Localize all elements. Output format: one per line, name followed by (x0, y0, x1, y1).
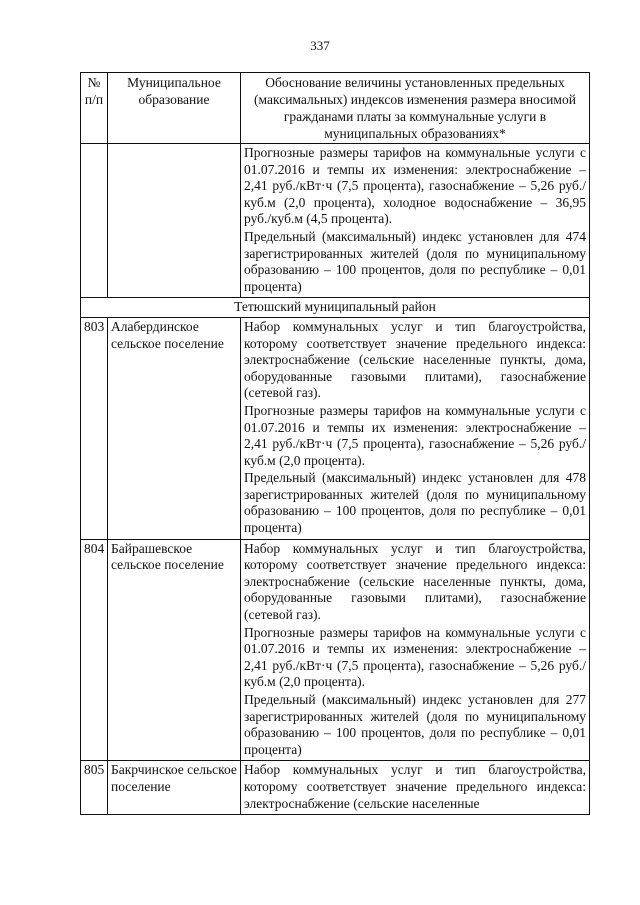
section-title: Тетюшский муниципальный район (81, 298, 590, 318)
cell-description (241, 317, 590, 539)
cell-municipality: Алабердинское сельское поселение (108, 317, 241, 539)
cell-description (241, 539, 590, 761)
table-row (81, 761, 590, 815)
cell-municipality: Бакрчинское сельское поселение (108, 761, 241, 815)
section-row (81, 298, 590, 318)
cell-description (241, 761, 590, 815)
cell-description (241, 144, 590, 298)
paragraph: Предельный (максимальный) индекс установлен для 474 зарегистрированных жителей (доля по муниципальному образованию – 100 процентов, доля по республике – 0,01 процента) (244, 228, 586, 294)
table-row (81, 317, 590, 539)
cell-num: 805 (81, 761, 108, 815)
header-municipality: Муниципальное образование (108, 73, 241, 144)
cell-municipality: Байрашевское сельское поселение (108, 539, 241, 761)
paragraph: Набор коммунальных услуг и тип благоустройства, которому соответствует значение предельного индекса: электроснабжение (сельские населенные пункты, дома, оборудованные газовыми плитами), газоснабжение (сетевой газ). (244, 318, 586, 401)
tariff-table (80, 72, 590, 815)
paragraph: Набор коммунальных услуг и тип благоустройства, которому соответствует значение предельного индекса: электроснабжение (сельские населенные (244, 762, 586, 811)
table-row (81, 539, 590, 761)
cell-municipality (108, 144, 241, 298)
header-num: № п/п (81, 73, 108, 144)
table-row-continuation (81, 144, 590, 298)
paragraph: Прогнозные размеры тарифов на коммунальные услуги с 01.07.2016 и темпы их изменения: электроснабжение – 2,41 руб./кВт·ч (7,5 процента), газоснабжение – 5,26 руб./куб.м (2,0 процента). (244, 402, 586, 468)
paragraph: Предельный (максимальный) индекс установлен для 478 зарегистрированных жителей (доля по муниципальному образованию – 100 процентов, доля по республике – 0,01 процента) (244, 470, 586, 536)
cell-num (81, 144, 108, 298)
cell-num: 804 (81, 539, 108, 761)
paragraph: Набор коммунальных услуг и тип благоустройства, которому соответствует значение предельного индекса: электроснабжение (сельские населенные пункты, дома, оборудованные газовыми плитами), газоснабжение (сетевой газ). (244, 540, 586, 623)
page-number: 337 (310, 38, 330, 53)
paragraph: Предельный (максимальный) индекс установлен для 277 зарегистрированных жителей (доля по муниципальному образованию – 100 процентов, доля по республике – 0,01 процента) (244, 692, 586, 757)
cell-num: 803 (81, 317, 108, 539)
header-basis: Обоснование величины установленных предельных (максимальных) индексов изменения размера вносимой гражданами платы за коммунальные услуги в муниципальных образованиях* (241, 73, 590, 144)
paragraph: Прогнозные размеры тарифов на коммунальные услуги с 01.07.2016 и темпы их изменения: электроснабжение – 2,41 руб./кВт·ч (7,5 процента), газоснабжение – 5,26 руб./куб.м (2,0 процента). (244, 624, 586, 690)
table-header-row (81, 73, 590, 144)
paragraph: Прогнозные размеры тарифов на коммунальные услуги с 01.07.2016 и темпы их изменения: электроснабжение – 2,41 руб./кВт·ч (7,5 процента), газоснабжение – 5,26 руб./куб.м (2,0 процента), холодное водоснабжение – 36,95 руб./куб.м (4,5 процента). (244, 145, 586, 227)
